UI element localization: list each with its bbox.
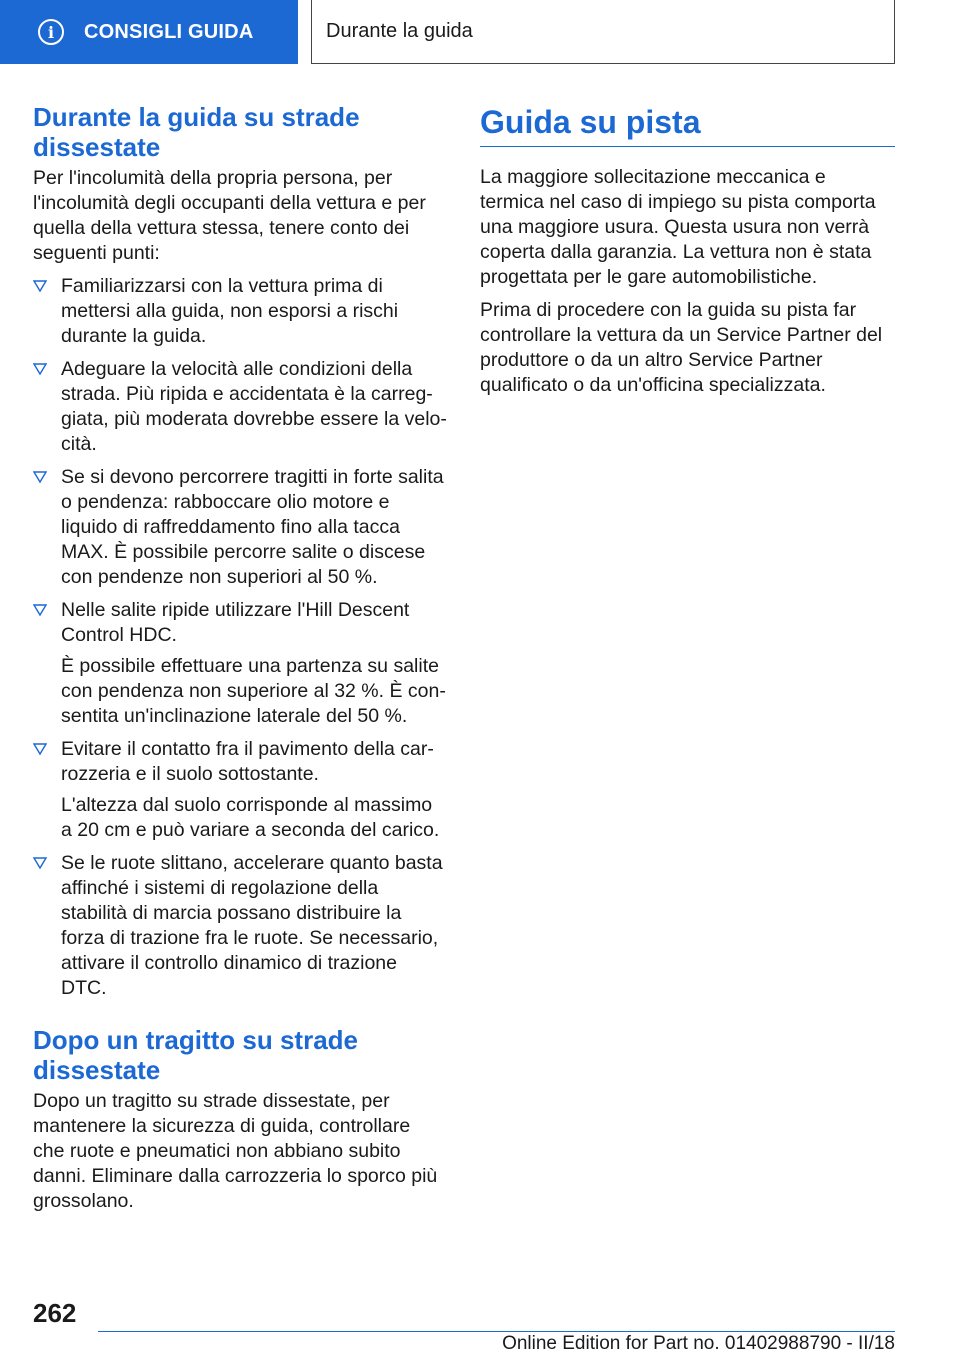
section-tab[interactable] <box>0 0 298 64</box>
triangle-bullet-icon <box>33 470 47 484</box>
list-item <box>33 274 447 349</box>
list-item <box>33 465 447 590</box>
list-item-text: Evitare il contatto fra il pavimento della carrozzeria e il suolo sottostante. <box>61 738 434 785</box>
list-item-note: L'altezza dal suolo corrisponde al massimo a 20 cm e può variare a seconda del carico. <box>61 794 440 841</box>
triangle-bullet-icon <box>33 279 47 293</box>
list-item <box>33 598 447 729</box>
list-item <box>33 851 447 1001</box>
section-label: CONSIGLI GUIDA <box>84 20 254 43</box>
right-column <box>480 102 895 398</box>
section-body: Dopo un tragitto su strade dissestate, per mantenere la sicurezza di guida, controllare che ruote e pneumatici non abbiano subito danni. Eliminare dalla carrozzeria lo sporco più grossolano. <box>33 1090 438 1212</box>
list-item-text: Nelle salite ripide utilizzare l'Hill Descent Control HDC. <box>61 599 410 646</box>
info-icon: i <box>38 19 64 45</box>
triangle-bullet-icon <box>33 362 47 376</box>
list-item-text: Se le ruote slittano, accelerare quanto basta affinché i sistemi di regolazione della stabilità di marcia possano distribuire la forza di trazione fra le ruote. Se necessario, attivare il controllo dinamico di trazione DTC. <box>61 852 443 999</box>
section-intro: Per l'incolumità della propria persona, per l'incolumità degli occupanti della vettura e per quella della vettura stessa, tenere conto dei seguenti punti: <box>33 167 426 264</box>
section-heading-track-driving: Guida su pista <box>480 102 895 147</box>
paragraph: Prima di procedere con la guida su pista far controllare la vettura da un Service Partner del produttore o da un altro Service Partner qualificato o da un'officina specializzata. <box>480 299 883 396</box>
triangle-bullet-icon <box>33 742 47 756</box>
list-item-text: Familiarizzarsi con la vettura prima di mettersi alla guida, non esporsi a rischi durante la guida. <box>61 275 399 347</box>
page-number: 262 <box>33 1298 77 1328</box>
footer-divider <box>98 1331 895 1332</box>
section-heading-rough-roads: Durante la guida su strade dissestate <box>33 102 360 162</box>
bullet-list <box>33 274 447 1001</box>
edition-note: Online Edition for Part no. 01402988790 - II/18 <box>502 1333 895 1354</box>
left-column <box>33 102 447 1214</box>
section-heading-after-rough-roads: Dopo un tragitto su strade dissestate <box>33 1025 358 1085</box>
section-after-rough-roads <box>33 1025 447 1214</box>
list-item-text: Adeguare la velocità alle condizioni della strada. Più ripida e accidentata è la carreggiata, più moderata dovrebbe essere la velocità. <box>61 358 447 455</box>
list-item-text: Se si devono percorrere tragitti in forte salita o pendenza: rabboccare olio motore e liquido di raffreddamento fino alla tacca MAX. È possibile percorre salite o discese con pendenze non superiori al 50 %. <box>61 466 444 588</box>
chapter-title: Durante la guida <box>326 20 473 42</box>
triangle-bullet-icon <box>33 856 47 870</box>
triangle-bullet-icon <box>33 603 47 617</box>
chapter-title-box <box>311 0 895 64</box>
paragraph: La maggiore sollecitazione meccanica e termica nel caso di impiego su pista comporta una maggiore usura. Questa usura non verrà coperta dalla garanzia. La vettura non è stata progettata per le gare automobilistiche. <box>480 166 876 288</box>
list-item <box>33 357 447 457</box>
list-item <box>33 737 447 843</box>
list-item-note: È possibile effettuare una partenza su salite con pendenza non superiore al 32 %. È consentita un'inclinazione laterale del 50 %. <box>61 655 446 727</box>
